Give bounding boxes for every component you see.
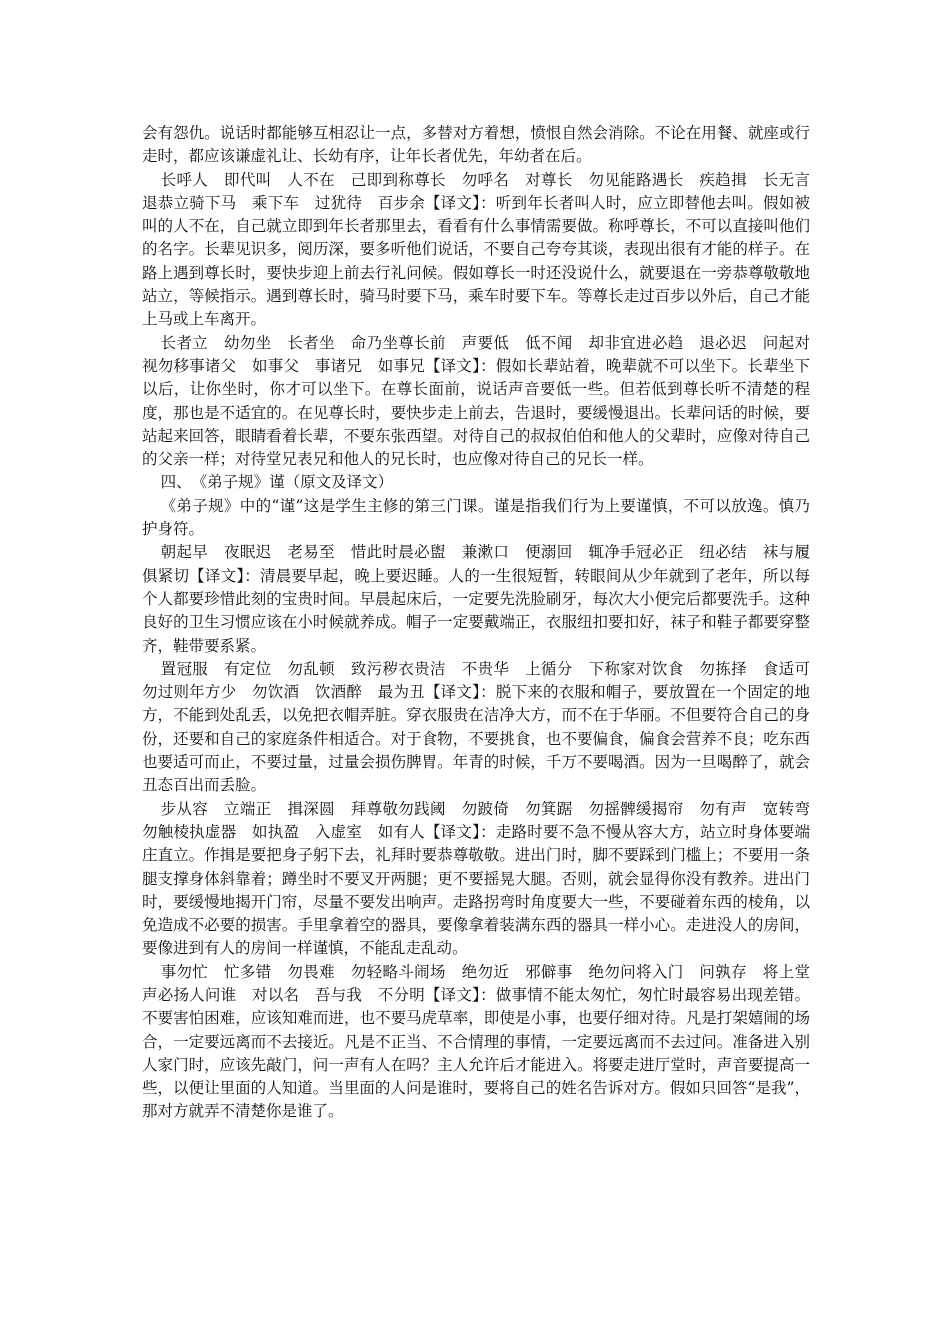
- document-page: [142, 122, 826, 1124]
- paragraph-zhaoqizao: 朝起早 夜眠迟 老易至 惜此时晨必盥 兼漱口 便溺回 辄净手冠必正 纽必结 袜与履 俱紧切【译文】：清晨要早起，晚上要迟睡。人的一生很短暂，转眼间从少年就到了老年，所以每个人都要珍惜此刻的宝贵时间。早晨起床后，一定要先洗脸刷牙，每次大小便完后都要洗手。这种良好的卫生习惯应该在小时候就养成。帽子一定要戴端正，衣服纽扣要扣好，袜子和鞋子都要穿整齐，鞋带要系紧。: [142, 543, 826, 655]
- paragraph-zhiguanfu: 置冠服 有定位 勿乱顿 致污秽衣贵洁 不贵华 上循分 下称家对饮食 勿拣择 食适可 勿过则年方少 勿饮酒 饮酒醉 最为丑【译文】：脱下来的衣服和帽子，要放置在一个固定的地方，不能到处乱丢，以免把衣帽弄脏。穿衣服贵在洁净大方，而不在于华丽。不但要符合自己的身份，还要和自己的家庭条件相适合。对于食物，不要挑食，也不要偏食，偏食会营养不良；吃东西也要适可而止，不要过量，过量会损伤脾胃。年青的时候，千万不要喝酒。因为一旦喝醉了，就会丑态百出而丢脸。: [142, 659, 826, 795]
- paragraph-continuation: 会有怨仇。说话时都能够互相忍让一点，多替对方着想，愤恨自然会消除。不论在用餐、就座或行走时，都应该谦虚礼让、长幼有序，让年长者优先，年幼者在后。: [142, 124, 810, 166]
- paragraph-shiwumang: 事勿忙 忙多错 勿畏难 勿轻略斗闹场 绝勿近 邪僻事 绝勿问将入门 问孰存 将上堂 声必扬人问谁 对以名 吾与我 不分明【译文】：做事情不能太匆忙，匆忙时最容易出现差错。不要害怕困难，应该知难而进，也不要马虎草率，即使是小事，也要仔细对待。凡是打架嬉闹的场合，一定要远离而不去接近。凡是不正当、不合情理的事情，一定要远离而不去过问。准备进入别人家门时，应该先敲门，问一声有人在吗？主人允许后才能进入。将要走进厅堂时，声音要提高一些，以便让里面的人知道。当里面的人问是谁时，要将自己的姓名告诉对方。假如只回答“是我”，那对方就弄不清楚你是谁了。: [142, 962, 826, 1121]
- section-heading-jin: 四、 《弟子规》谨（原文及译文）: [160, 473, 394, 492]
- paragraph-changhuren: 长呼人 即代叫 人不在 己即到称尊长 勿呼名 对尊长 勿见能路遇长 疾趋揖 长无言 退恭立骑下马 乘下车 过犹待 百步余【译文】：听到年长者叫人时，应立即替他去叫。假如被叫的人不在，自己就立即到年长者那里去，看看有什么事情需要做。称呼尊长，不可以直接叫他们的名字。长辈见识多，阅历深，要多听他们说话，不要自己夸夸其谈，表现出很有才能的样子。在路上遇到尊长时，要快步迎上前去行礼问候。假如尊长一时还没说什么，就要退在一旁恭尊敬敬地站立，等候指示。遇到尊长时，骑马时要下马，乘车时要下车。等尊长走过百步以外后，自己才能上马或上车离开。: [142, 170, 826, 329]
- paragraph-zhangzheli: 长者立 幼勿坐 长者坐 命乃坐尊长前 声要低 低不闻 却非宜进必趋 退必迟 问起对 视勿移事诸父 如事父 事诸兄 如事兄【译文】：假如长辈站着，晚辈就不可以坐下。长辈坐下以后，让你坐时，你才可以坐下。在尊长面前，说话声音要低一些。但若低到尊长听不清楚的程度，那也是不适宜的。在见尊长时，要快步走上前去，告退时，要缓慢退出。长辈问话的时候，要站起来回答，眼睛看着长辈，不要东张西望。对待自己的叔叔伯伯和他人的父辈时，应像对待自己的父亲一样；对待堂兄表兄和他人的兄长时，也应像对待自己的兄长一样。: [142, 333, 826, 469]
- paragraph-bucongrong: 步从容 立端正 揖深圆 拜尊敬勿践阈 勿跛倚 勿箕踞 勿摇髀缓揭帘 勿有声 宽转弯 勿触棱执虚器 如执盈 入虚室 如有人【译文】：走路时要不急不慢从容大方，站立时身体要端庄直立。作揖是要把身子躬下去，礼拜时要恭尊敬敬。进出门时，脚不要踩到门槛上；不要用一条腿支撑身体斜靠着；蹲坐时不要叉开两腿；更不要摇晃大腿。否则，就会显得你没有教养。进出门时，要缓慢地揭开门帘，尽量不要发出响声。走路拐弯时角度要大一些，不要碰着东西的棱角，以免造成不必要的损害。手里拿着空的器具，要像拿着装满东西的器具一样小心。走进没人的房间，要像进到有人的房间一样谨慎，不能乱走乱动。: [142, 799, 826, 958]
- paragraph-jin-intro: 《弟子规》中的“谨”这是学生主修的第三门课。谨是指我们行为上要谨慎，不可以放逸。慎乃护身符。: [142, 496, 810, 539]
